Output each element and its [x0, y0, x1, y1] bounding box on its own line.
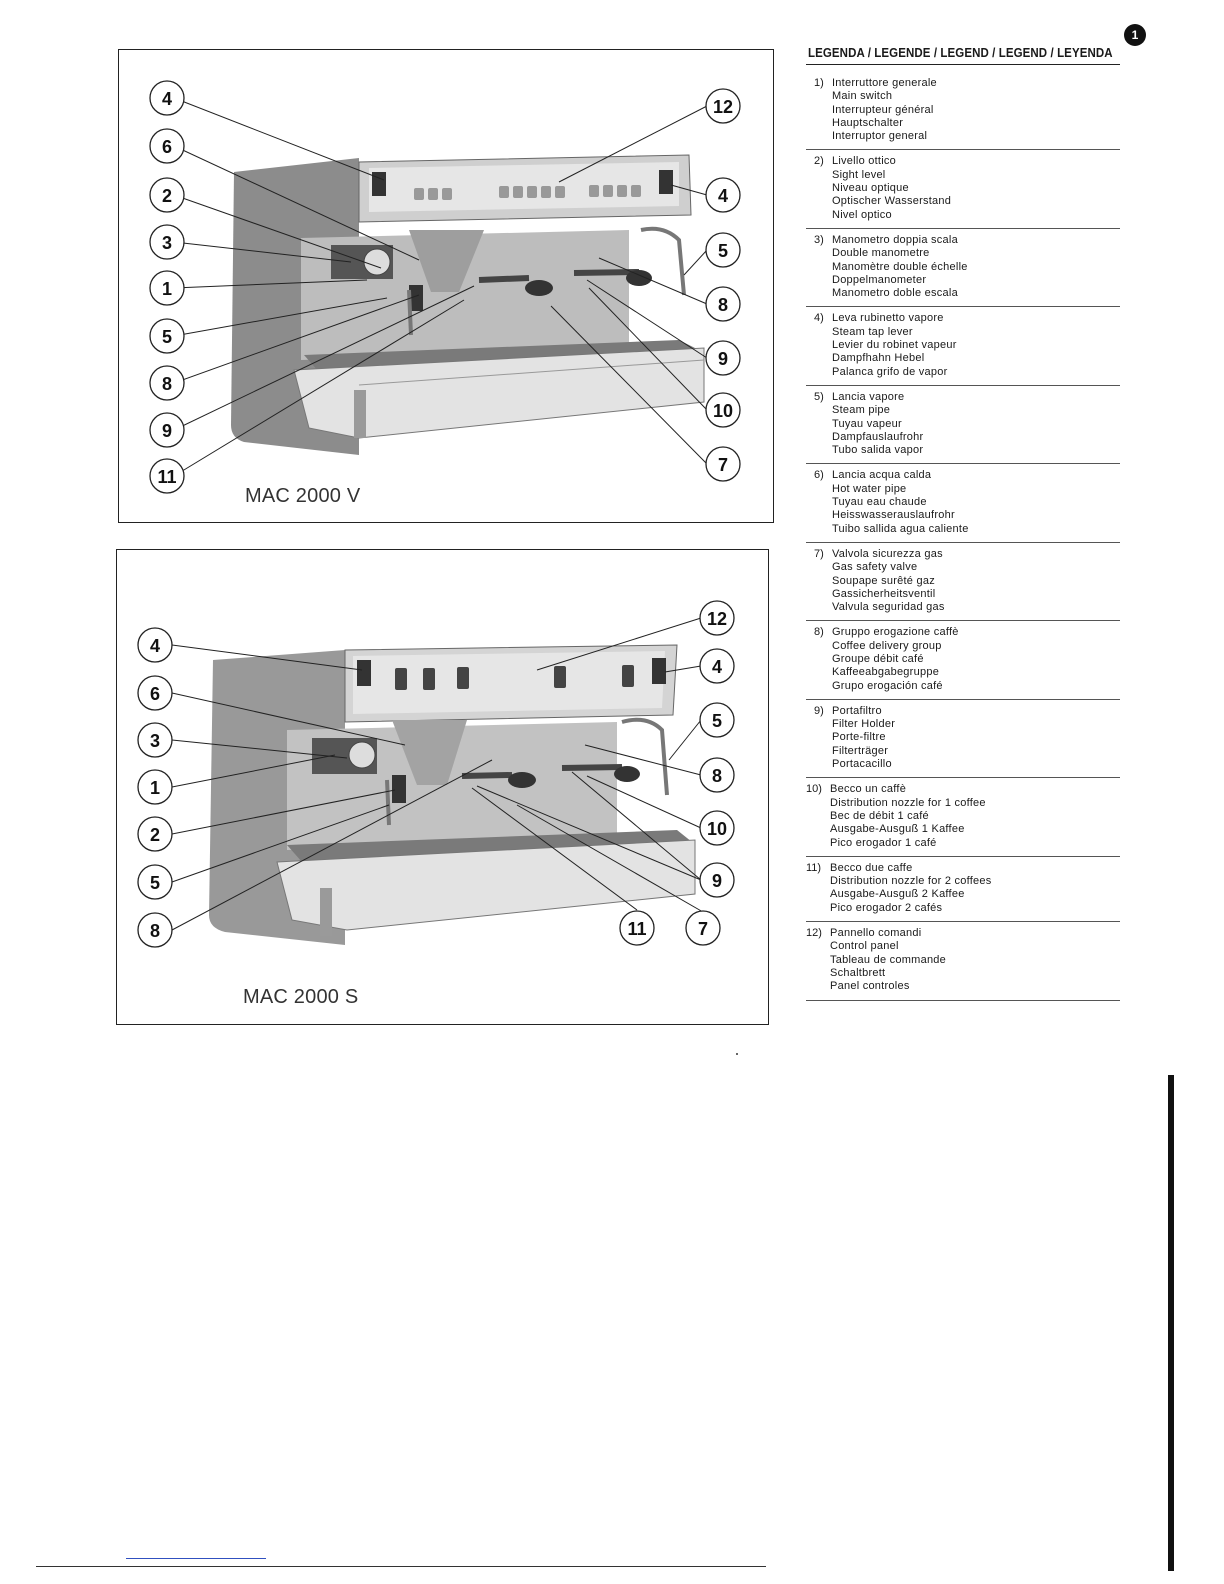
- callout-label: 4: [161, 89, 173, 109]
- legend-entry-line: Doppelmanometer: [832, 273, 927, 286]
- legend-entry-number: 1): [814, 77, 824, 89]
- legend-entry-line: Filter Holder: [832, 718, 896, 731]
- callout-label: 2: [161, 186, 173, 206]
- legend-entry-line: Filterträger: [832, 744, 889, 757]
- legend-entry: [806, 778, 1120, 856]
- legend-entry: [806, 621, 1120, 699]
- callout-label: 12: [706, 609, 728, 629]
- callout-label: 12: [712, 97, 734, 117]
- legend-entry-line: Tubo salida vapor: [832, 444, 924, 457]
- legend-entry-number: 3): [814, 233, 824, 246]
- callout-label: 1: [149, 778, 161, 798]
- callout-label: 5: [711, 711, 723, 731]
- legend-title: LEGENDA / LEGENDE / LEGEND / LEGEND / LEYENDA: [808, 46, 1113, 60]
- legend-entry-line: Lancia vapore: [832, 390, 905, 403]
- legend-entry-line: Steam pipe: [832, 404, 891, 417]
- legend-entry-number: 10): [806, 783, 822, 796]
- legend-entry-number: 11): [806, 861, 822, 874]
- legend-entry-line: Portafiltro: [832, 704, 882, 717]
- legend-entry-line: Dampfhahn Hebel: [832, 352, 925, 365]
- legend-entry: [806, 150, 1120, 228]
- callout-label: 9: [711, 871, 723, 891]
- legend-entry-line: Nivel optico: [832, 208, 892, 221]
- legend-entry: [806, 922, 1120, 1000]
- legend-entry-number: 8): [814, 626, 824, 639]
- page-edge-bar: [1168, 1075, 1174, 1571]
- legend: [806, 72, 1120, 1001]
- callout-label: 4: [711, 657, 723, 677]
- legend-entry-line: Dampfauslaufrohr: [832, 430, 924, 443]
- legend-entry-line: Palanca grifo de vapor: [832, 365, 948, 378]
- callout-label: 3: [149, 731, 161, 751]
- legend-entry-line: Livello ottico: [832, 155, 897, 168]
- scan-speck: [736, 1053, 738, 1055]
- callout-label: 5: [149, 873, 161, 893]
- callout-label: 10: [706, 819, 728, 839]
- legend-entry-number: 4): [814, 312, 824, 325]
- legend-entry-line: Interruptor general: [832, 130, 928, 143]
- legend-entry-line: Valvola sicurezza gas: [832, 547, 943, 560]
- legend-entry-line: Tuyau eau chaude: [832, 496, 927, 509]
- legend-entry-line: Main switch: [832, 90, 893, 103]
- callout-label: 10: [712, 401, 734, 421]
- legend-entry-line: Control panel: [830, 940, 899, 953]
- model-name: MAC 2000 S: [243, 986, 359, 1008]
- legend-entry-number: 6): [814, 469, 824, 482]
- legend-entry: [806, 464, 1120, 542]
- legend-entry-line: Groupe débit café: [832, 652, 924, 665]
- legend-entry-line: Interrupteur général: [832, 103, 934, 116]
- legend-entry-line: Pico erogador 1 café: [830, 836, 937, 849]
- page-number-badge: 1: [1124, 24, 1146, 46]
- legend-entry-line: Double manometre: [832, 247, 930, 260]
- callout-label: 1: [161, 279, 173, 299]
- legend-entry-number: 12): [806, 927, 822, 940]
- legend-entry-number: 2): [814, 155, 824, 168]
- callout-label: 11: [157, 467, 177, 487]
- legend-entry-line: Gas safety valve: [832, 561, 918, 574]
- legend-entry-line: Portacacillo: [832, 758, 892, 771]
- legend-entry-line: Manometro doppia scala: [832, 233, 958, 246]
- legend-entry-line: Coffee delivery group: [832, 639, 942, 652]
- footer-rule: [36, 1566, 766, 1567]
- legend-entry-line: Becco un caffè: [830, 783, 907, 796]
- legend-entry-line: Gruppo erogazione caffè: [832, 626, 959, 639]
- legend-entry-line: Hauptschalter: [832, 116, 904, 129]
- legend-entry-line: Optischer Wasserstand: [832, 195, 952, 208]
- callout-label: 8: [717, 295, 729, 315]
- legend-entry: [806, 386, 1120, 464]
- legend-entry: [806, 307, 1120, 385]
- legend-entry: [806, 543, 1120, 621]
- machine-illustration-s: [117, 550, 770, 1026]
- legend-entry-line: Leva rubinetto vapore: [832, 312, 944, 325]
- footer-link-underline: [126, 1558, 266, 1559]
- legend-title-rule: [806, 64, 1120, 65]
- legend-entry-line: Hot water pipe: [832, 482, 907, 495]
- callout-label: 4: [717, 186, 729, 206]
- legend-entry-line: Valvula seguridad gas: [832, 601, 945, 614]
- machine-illustration-v: [119, 50, 775, 524]
- legend-entry-line: Pico erogador 2 cafés: [830, 901, 943, 914]
- legend-entry-line: Bec de débit 1 café: [830, 809, 929, 822]
- callout-label: 7: [697, 919, 709, 939]
- legend-entry-line: Steam tap lever: [832, 325, 913, 338]
- legend-entry-line: Porte-filtre: [832, 731, 886, 744]
- legend-entry-line: Manometro doble escala: [832, 287, 958, 300]
- callout-label: 9: [161, 421, 173, 441]
- callout-label: 8: [711, 766, 723, 786]
- legend-entry-line: Pannello comandi: [830, 927, 922, 940]
- legend-entry-line: Ausgabe-Ausguß 2 Kaffee: [830, 888, 965, 901]
- figure-mac-2000-v: [118, 49, 774, 523]
- legend-entry: [806, 857, 1120, 922]
- callout-label: 5: [717, 241, 729, 261]
- legend-entry-number: 5): [814, 390, 824, 403]
- figure-mac-2000-s: [116, 549, 769, 1025]
- callout-label: 5: [161, 327, 173, 347]
- legend-entry-line: Soupape surêté gaz: [832, 574, 935, 587]
- legend-entry-line: Lancia acqua calda: [832, 469, 932, 482]
- legend-entry: [806, 229, 1120, 307]
- legend-entry-line: Sight level: [832, 168, 886, 181]
- callout-label: 4: [149, 636, 161, 656]
- legend-entry-line: Gassicherheitsventil: [832, 587, 936, 600]
- legend-entry-line: Distribution nozzle for 2 coffees: [830, 875, 992, 888]
- callout-label: 9: [717, 349, 729, 369]
- callout-label: 6: [161, 137, 173, 157]
- legend-entry-line: Interruttore generale: [832, 77, 937, 89]
- callout-label: 3: [161, 233, 173, 253]
- legend-entry: [806, 700, 1120, 778]
- model-name: MAC 2000 V: [245, 485, 361, 507]
- legend-entry-number: 7): [814, 547, 824, 560]
- legend-entry-line: Heisswasserauslaufrohr: [832, 509, 955, 522]
- legend-entry-line: Tuyau vapeur: [832, 417, 902, 430]
- legend-entry-line: Tuibo sallida agua caliente: [832, 522, 969, 535]
- callout-label: 11: [627, 919, 647, 939]
- callout-label: 2: [149, 825, 161, 845]
- legend-entry-line: Kaffeeabgabegruppe: [832, 666, 940, 679]
- legend-entry-line: Ausgabe-Ausguß 1 Kaffee: [830, 823, 965, 836]
- legend-entry-line: Distribution nozzle for 1 coffee: [830, 796, 986, 809]
- legend-entry-line: Becco due caffe: [830, 861, 913, 874]
- callout-label: 8: [161, 374, 173, 394]
- legend-entry-line: Manomètre double échelle: [832, 260, 968, 273]
- legend-entry-line: Schaltbrett: [830, 966, 886, 979]
- legend-entry-line: Panel controles: [830, 980, 910, 993]
- legend-entry: [806, 72, 1120, 150]
- legend-entry-line: Niveau optique: [832, 182, 909, 195]
- legend-entry-line: Grupo erogación café: [832, 679, 943, 692]
- legend-entry-line: Levier du robinet vapeur: [832, 339, 957, 352]
- callout-label: 8: [149, 921, 161, 941]
- callout-label: 7: [717, 455, 729, 475]
- callout-label: 6: [149, 684, 161, 704]
- legend-entry-line: Tableau de commande: [830, 953, 947, 966]
- legend-entry-number: 9): [814, 704, 824, 717]
